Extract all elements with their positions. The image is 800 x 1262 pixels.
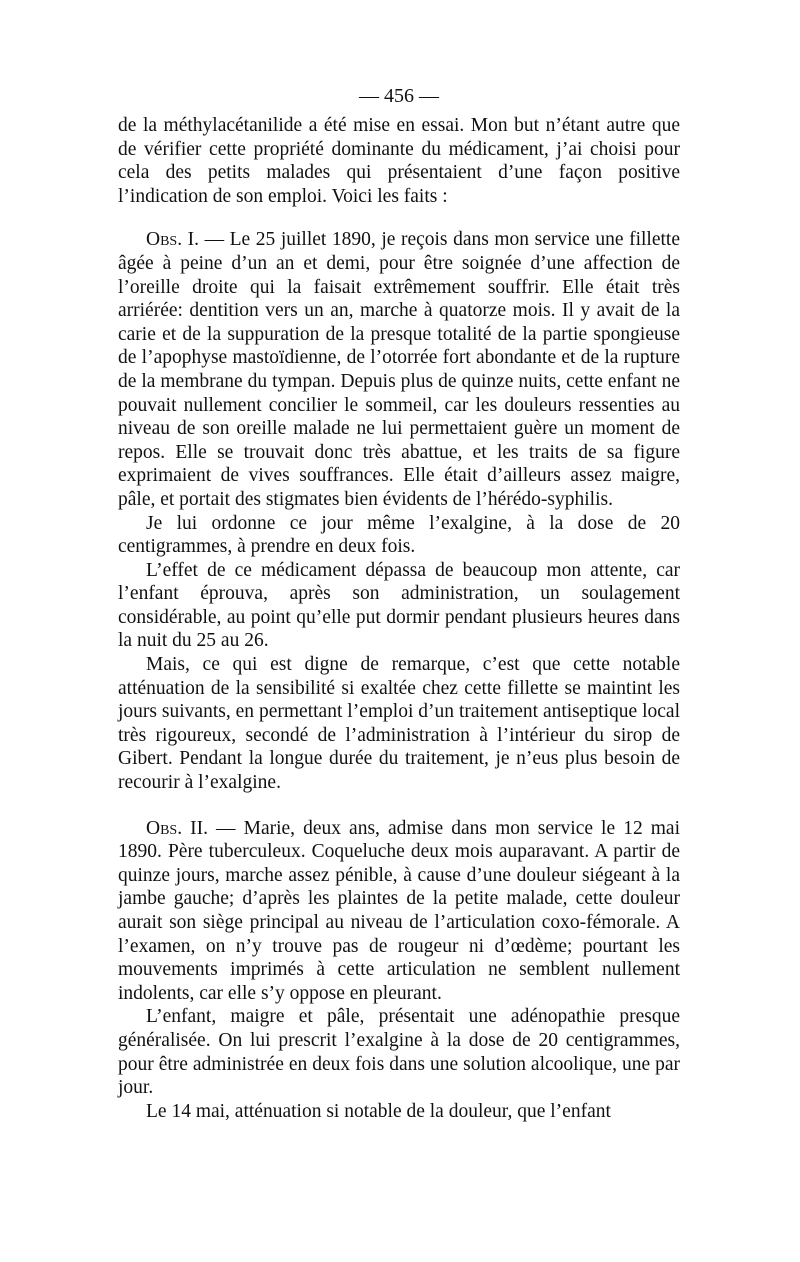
observation-1-paragraph-2: Je lui ordonne ce jour même l’exalgine, à la dose de 20 centigrammes, à prendre en deux fois. [118,512,680,558]
document-page [118,84,680,1123]
observation-1-text: — Le 25 juillet 1890, je reçois dans mon service une fillette âgée à peine d’un an et demi, pour être soignée d’une affection de l’oreille droite qui la faisait extrêmement souffrir. Elle était très arriérée: dentition vers un an, marche à quatorze mois. Il y avait de la carie et de la suppuration de la presque totalité de la partie spongieuse de l’apophyse mastoïdienne, de l’otorrée fort abondante et de la rupture de la membrane du tympan. Depuis plus de quinze nuits, cette enfant ne pouvait nullement concilier le sommeil, car les douleurs ressenties au niveau de son oreille malade ne lui permettaient guère un moment de repos. Elle se trouvait donc très abattue, et les traits de sa figure exprimaient de vives souffrances. Elle était d’ailleurs assez maigre, pâle, et portait des stigmates bien évidents de l’hérédo-syphilis. [118,229,680,510]
observation-2-text: — Marie, deux ans, admise dans mon service le 12 mai 1890. Père tuberculeux. Coqueluche deux mois auparavant. A partir de quinze jours, marche assez pénible, à cause d’une douleur siégeant à la jambe gauche; d’après les plaintes de la petite malade, cette douleur aurait son siège principal au niveau de l’articulation coxo-fémorale. A l’examen, on n’y trouve pas de rougeur ni d’œdème; pourtant les mouvements imprimés à cette articulation ne semblent nullement indolents, car elle s’y oppose en pleurant. [118,817,680,1004]
observation-2-paragraph [118,817,680,1006]
observation-2-paragraph-2: L’enfant, maigre et pâle, présentait une adénopathie presque généralisée. On lui prescrit l’exalgine à la dose de 20 centigrammes, pour être administrée en deux fois dans une solution alcoolique, une par jour. [118,1006,680,1099]
observation-1-paragraph-3: L’effet de ce médicament dépassa de beaucoup mon attente, car l’enfant éprouva, après son administration, un soulagement considérable, au point qu’elle put dormir pendant plusieurs heures dans la nuit du 25 au 26. [118,559,680,652]
observation-1-paragraph [118,228,680,511]
observation-1-label: Obs. I. [146,229,200,251]
observation-1-paragraph-4: Mais, ce qui est digne de remarque, c’est que cette notable atténuation de la sensibilité si exaltée chez cette fillette se maintint les jours suivants, en permettant l’emploi d’un traitement antiseptique local très rigoureux, secondé de l’administration à l’intérieur du sirop de Gibert. Pendant la longue durée du traitement, je n’eus plus besoin de recourir à l’exalgine. [118,654,680,794]
intro-paragraph: de la méthylacétanilide a été mise en essai. Mon but n’étant autre que de vérifier cette propriété dominante du médicament, j’ai choisi pour cela des petits malades qui présentaient d’une façon positive l’indication de son emploi. Voici les faits : [118,115,680,207]
observation-2-paragraph-3: Le 14 mai, atténuation si notable de la douleur, que l’enfant [146,1100,611,1122]
page-number: — 456 — [359,85,439,107]
observation-2-label: Obs. II. [146,817,208,839]
